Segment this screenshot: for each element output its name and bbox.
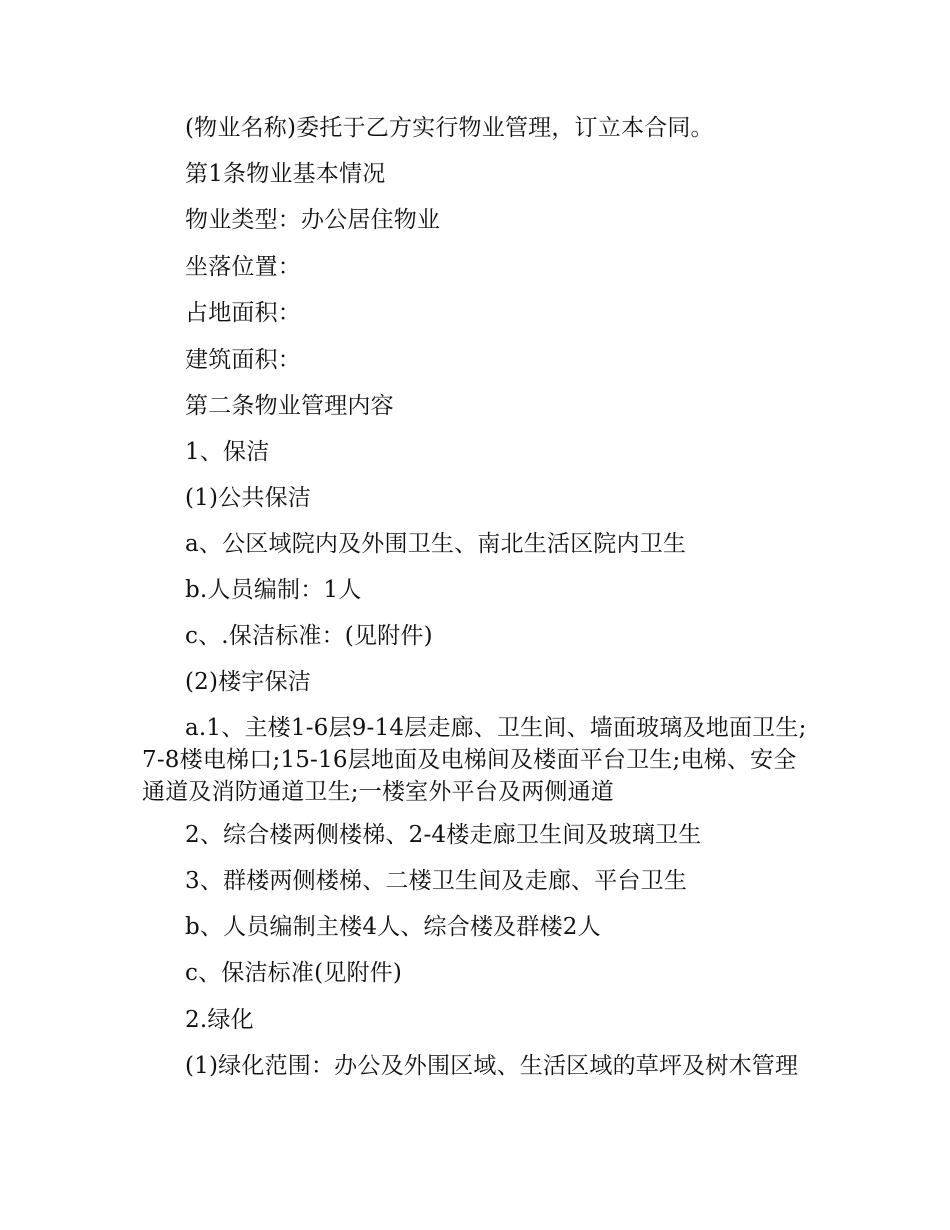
article-1-heading: 第1条物业基本情况	[185, 161, 386, 187]
section-greening: 2.绿化	[185, 1007, 254, 1033]
land-area-field: 占地面积：	[185, 300, 301, 326]
building-cleaning-standard: c、保洁标准(见附件)	[185, 960, 403, 986]
contract-intro: (物业名称)委托于乙方实行物业管理，订立本合同。	[185, 115, 714, 141]
public-cleaning-heading: (1)公共保洁	[185, 485, 311, 511]
complex-building-scope: 2、综合楼两侧楼梯、2-4楼走廊卫生间及玻璃卫生	[185, 822, 702, 848]
greening-scope: (1)绿化范围：办公及外围区域、生活区域的草坪及树木管理	[185, 1053, 799, 1079]
podium-building-scope: 3、群楼两侧楼梯、二楼卫生间及走廊、平台卫生	[185, 868, 688, 894]
building-cleaning-scope: a.1、主楼1-6层9-14层走廊、卫生间、墙面玻璃及地面卫生;7-8楼电梯口;15-16层地面及电梯间及楼面平台卫生;电梯、安全通道及消防通道卫生;一楼室外平台及两侧通道	[142, 715, 807, 805]
public-cleaning-staff: b.人员编制：1人	[185, 577, 362, 603]
public-cleaning-standard: c、.保洁标准：(见附件)	[185, 623, 433, 649]
property-type: 物业类型：办公居住物业	[185, 207, 441, 233]
article-2-heading: 第二条物业管理内容	[185, 393, 394, 419]
public-cleaning-scope: a、公区域院内及外围卫生、南北生活区院内卫生	[185, 531, 687, 557]
building-cleaning-heading: (2)楼宇保洁	[185, 669, 311, 695]
building-cleaning-staff: b、人员编制主楼4人、综合楼及群楼2人	[185, 914, 601, 940]
location-field: 坐落位置：	[185, 254, 301, 280]
section-cleaning: 1、保洁	[185, 439, 270, 465]
building-area-field: 建筑面积：	[185, 347, 301, 373]
